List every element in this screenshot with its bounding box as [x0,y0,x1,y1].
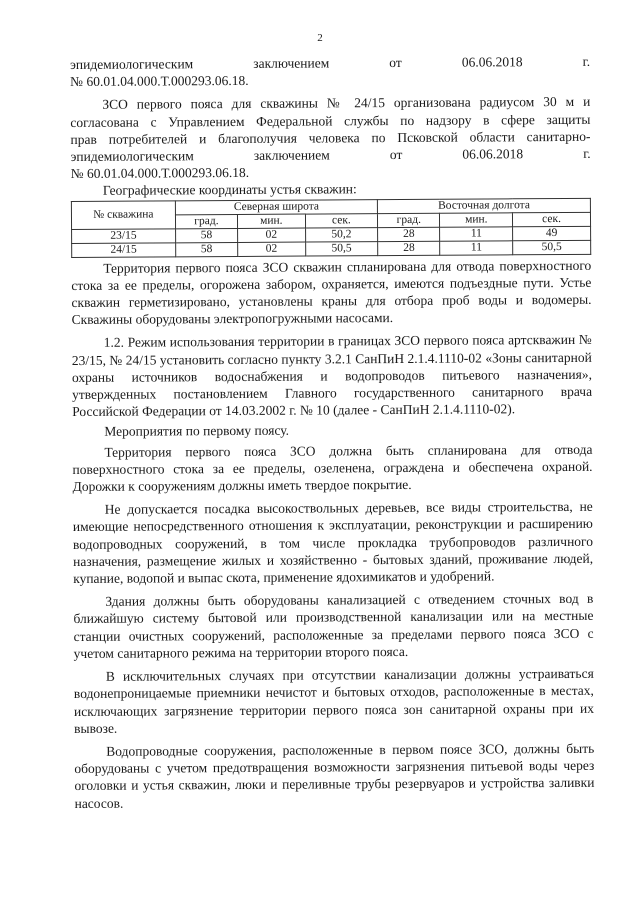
cell-n-sec: 50,5 [305,241,378,255]
para-territory: Территория первого пояса ЗСО скважин спланирована для отвода поверхностного стока за ее пределы, огорожена забором, охраняется, имеются подъездные пути. Устье скважин герметизировано, установлены краны для отбора проб воды и водомеры. Скважины оборудованы электропогружными насосами. [71,257,592,328]
cell-n-deg: 58 [175,228,237,242]
cell-n-sec: 50,2 [305,227,378,241]
cell-n-min: 02 [238,228,306,242]
header-north: Северная широта [175,199,377,214]
header-n-sec: сек. [305,213,378,227]
header-e-sec: сек. [513,212,591,226]
header-e-min: мин. [440,212,513,226]
header-well: № скважина [71,200,175,229]
para1-line3: прав потребителей и благополучия человека по Псковской области санитарно- [70,128,591,147]
table-row [72,240,591,257]
cell-e-deg: 28 [378,227,440,241]
cell-n-min: 02 [238,242,306,256]
cell-e-deg: 28 [378,241,440,255]
cell-n-deg: 58 [175,242,237,256]
cell-well: 24/15 [72,242,176,257]
para1-line1: ЗСО первого пояса для скважины № 24/15 организована радиусом 30 м и [102,94,591,113]
para-territory-requirements: Территория первого пояса ЗСО должна быть спланирована для отвода поверхностного стока за ее пределы, озеленена, ограждена и обеспечена охраной. Дорожки к сооружениям должны иметь твердое покрытие. [72,441,593,495]
cell-e-sec: 50,5 [513,240,591,254]
para-water-structures: Водопроводные сооружения, расположенные в первом поясе ЗСО, должны быть оборудованы с учетом предотвращения возможности загрязнения питьевой воды через оголовки и устья скважин, люки и переливные трубы резервуаров и устройства заливки насосов. [74,740,595,811]
para-exceptional-cases: В исключительных случаях при отсутствии канализации должны устраиваться водонепроницаемые приемники нечистот и бытовых отходов, расположенные в местах, исключающих загрязнение территории первого пояса зон санитарной охраны при их вывозе. [73,665,595,736]
para1-line2: согласована с Управлением Федеральной службы по надзору в сфере защиты [70,111,591,130]
header-e-deg: град. [378,213,440,227]
cell-e-min: 11 [440,226,513,240]
para-measures-heading: Мероприятия по первому поясу. [104,423,290,440]
header-n-deg: град. [175,214,237,228]
header-east: Восточная долгота [378,198,591,213]
page-number: 2 [317,32,323,44]
para0-line1: эпидемиологическим заключением от 06.06.2018 г. [70,53,591,72]
header-n-min: мин. [238,214,306,228]
para-regime: 1.2. Режим использования территории в границах ЗСО первого пояса артскважин № 23/15, № 24/15 установить согласно пункту 3.2.1 СанПиН 2.1.4.1110-02 «Зоны санитарной охраны источников водоснабжения и водопроводов питьевого назначения», утвержденных постановлением Главного государственного санитарного врача Российской Федерации от 14.03.2002 г. № 10 (далее - СанПиН 2.1.4.1110-02). [71,332,593,420]
cell-e-sec: 49 [513,226,591,240]
para-sewerage: Здания должны быть оборудованы канализацией с отведением сточных вод в ближайшую систему бытовой или производственной канализации или на местные станции очистных сооружений, расположенные за пределами первого пояса ЗСО с учетом санитарного режима на территории второго пояса. [73,591,594,661]
document-body [70,53,595,812]
para0-line2: № 60.01.04.000.Т.000293.06.18. [70,73,249,90]
cell-well: 23/15 [72,228,176,243]
para-prohibitions: Не допускается посадка высокоствольных деревьев, все виды строительства, не имеющие непосредственного отношения к эксплуатации, реконструкции и расширению водопроводных сооружений, в том числе прокладка трубопроводов различного назначения, размещение жилых и хозяйственно - бытовых зданий, проживание людей, купание, водопой и выпас скота, применение ядохимикатов и удобрений. [72,499,594,587]
cell-e-min: 11 [440,240,513,254]
para1-line5: № 60.01.04.000.Т.000293.06.18. [70,165,250,182]
para1-line4: эпидемиологическим заключением от 06.06.2018 г. [70,145,591,165]
coords-title: Географические координаты устья скважин: [102,181,357,199]
coordinates-table [71,197,591,257]
